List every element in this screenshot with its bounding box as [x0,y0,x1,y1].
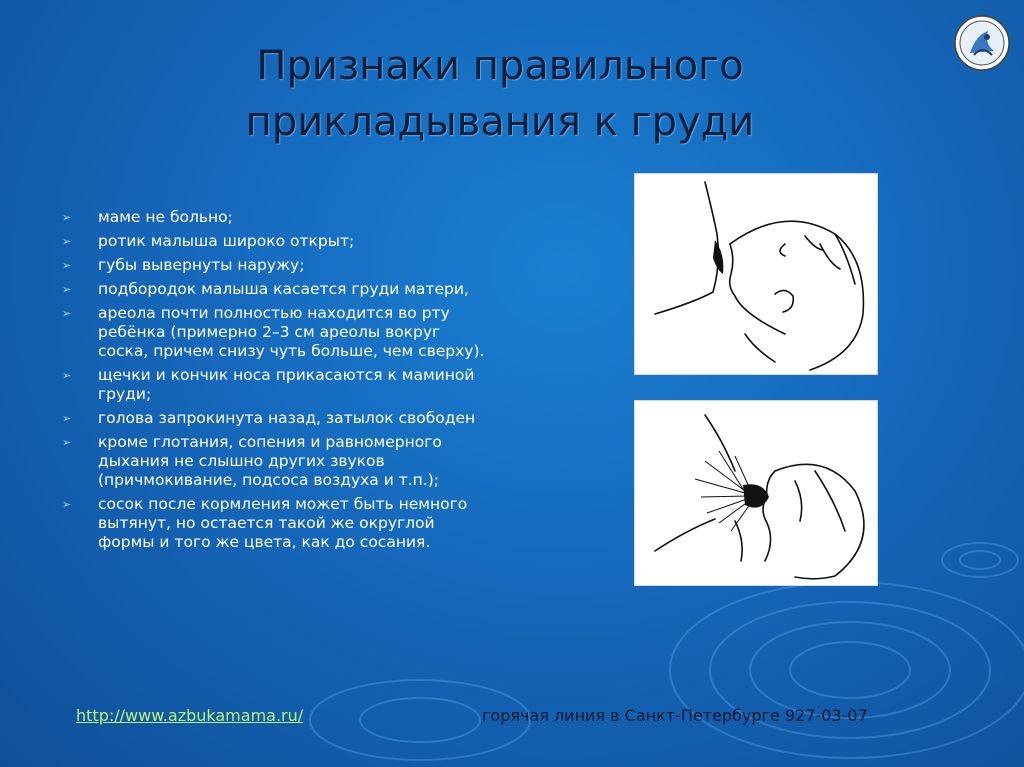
arrow-bullet-icon: ➢ [62,436,72,449]
list-item: ➢ губы вывернуты наружу; [62,256,305,274]
arrow-bullet-icon: ➢ [62,283,72,296]
latch-illustration-1 [634,173,878,375]
arrow-bullet-icon: ➢ [62,307,72,320]
list-item: ➢ маме не больно; [62,208,233,226]
arrow-bullet-icon: ➢ [62,259,72,272]
arrow-bullet-icon: ➢ [62,412,72,425]
hotline-text: горячая линия в Санкт-Петербурге 927-03-07 [482,706,868,725]
arrow-bullet-icon: ➢ [62,498,72,511]
list-item: ➢ сосок после кормления может быть немного вытянут, но остается такой же округлой формы и того же цвета, как до сосания. [62,495,468,551]
azbukamama-logo-icon [954,15,1010,71]
latch-illustration-2 [634,400,878,586]
arrow-bullet-icon: ➢ [62,369,72,382]
list-item: ➢ кроме глотания, сопения и равномерного дыхания не слышно других звуков (причмокивание, подсоса воздуха и т.п.); [62,433,442,489]
signs-list [62,208,492,557]
arrow-bullet-icon: ➢ [62,235,72,248]
title-line-2: прикладывания к груди [245,99,755,145]
list-item: ➢ ротик малыша широко открыт; [62,232,355,250]
slide-title [200,38,800,150]
list-item: ➢ подбородок малыша касается груди матери, [62,280,469,298]
list-item: ➢ щечки и кончик носа прикасаются к маминой груди; [62,366,475,403]
list-item: ➢ голова запрокинута назад, затылок свободен [62,409,476,427]
title-line-1: Признаки правильного [256,43,744,89]
arrow-bullet-icon: ➢ [62,211,72,224]
website-link[interactable]: http://www.azbukamama.ru/ [76,706,304,725]
list-item: ➢ ареола почти полностью находится во рту ребёнка (примерно 2–3 см ареолы вокруг соска, причем снизу чуть больше, чем сверху). [62,304,485,360]
